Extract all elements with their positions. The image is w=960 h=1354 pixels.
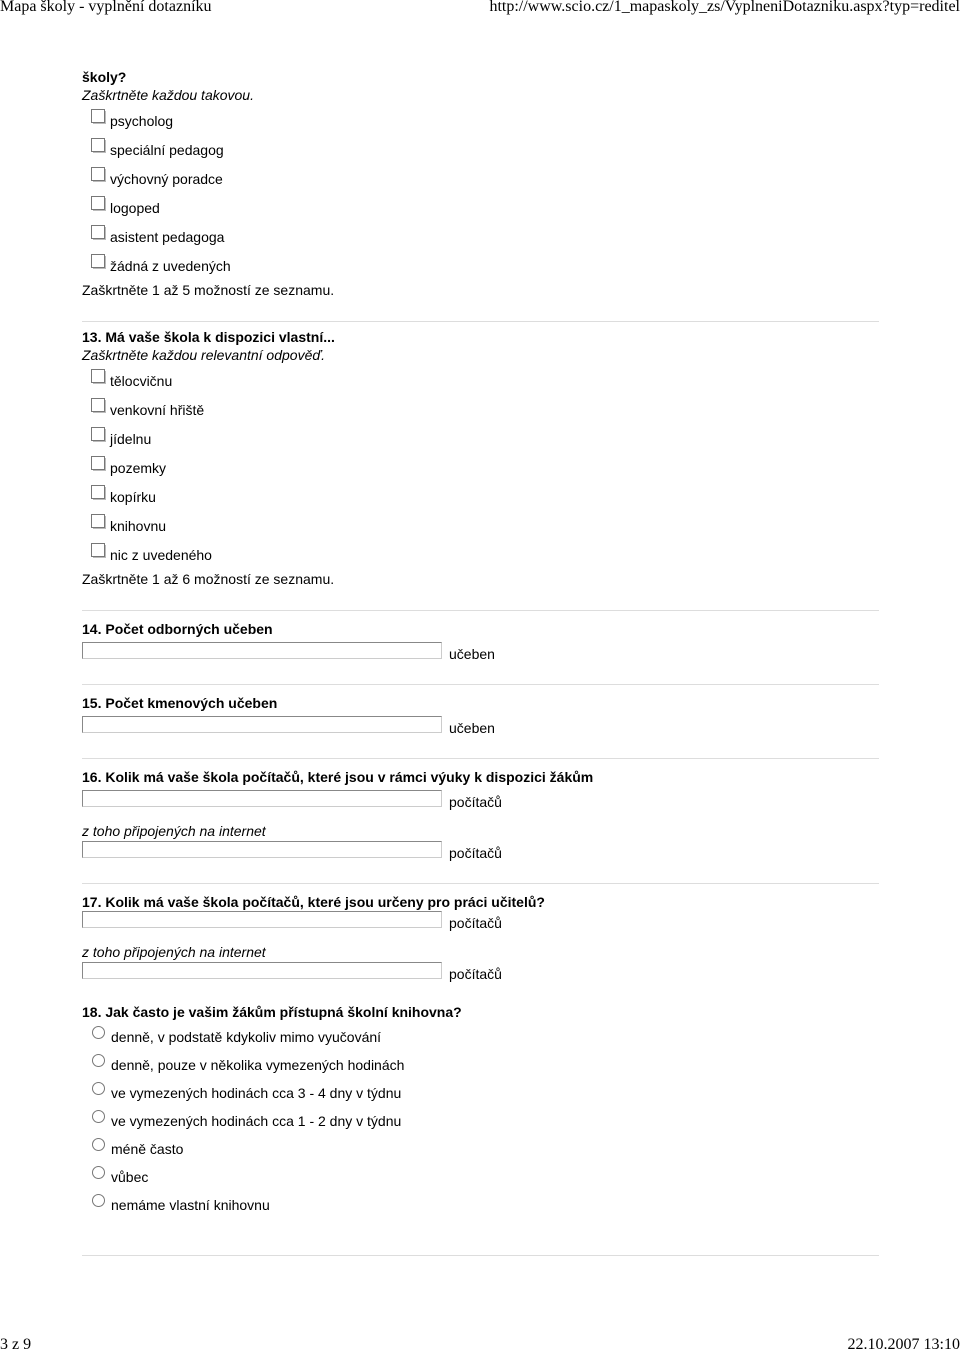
- radio-option[interactable]: [82, 1049, 879, 1077]
- checkbox-option[interactable]: [82, 133, 879, 162]
- pocitace-zaci-input[interactable]: [82, 790, 442, 807]
- checkbox-option[interactable]: [82, 509, 879, 538]
- option-label: méně často: [111, 1141, 184, 1157]
- unit-label: učeben: [449, 646, 495, 662]
- checkbox-option[interactable]: [82, 162, 879, 191]
- question-title: 15. Počet kmenových učeben: [82, 695, 278, 711]
- number-field-row: [82, 907, 879, 931]
- question-title: 18. Jak často je vašim žákům přístupná školní knihovna?: [82, 1004, 462, 1020]
- question-title: 14. Počet odborných učeben: [82, 621, 273, 637]
- option-label: pozemky: [110, 460, 167, 476]
- odborne-ucebny-input[interactable]: [82, 642, 442, 659]
- divider: [82, 610, 879, 611]
- divider: [82, 684, 879, 685]
- option-label: speciální pedagog: [110, 142, 224, 158]
- question-title: 16. Kolik má vaše škola počítačů, které jsou v rámci výuky k dispozici žákům: [82, 769, 594, 785]
- checkbox[interactable]: [91, 427, 105, 441]
- checkbox-option[interactable]: [82, 480, 879, 509]
- pocitace-ucitele-internet-input[interactable]: [82, 962, 442, 979]
- question-title: 13. Má vaše škola k dispozici vlastní...: [82, 329, 335, 345]
- checkbox[interactable]: [91, 138, 105, 152]
- divider: [82, 321, 879, 322]
- option-label: ve vymezených hodinách cca 1 - 2 dny v týdnu: [111, 1113, 402, 1129]
- question-16: [82, 768, 879, 861]
- radio-option[interactable]: [82, 1021, 879, 1049]
- checkbox[interactable]: [91, 225, 105, 239]
- checkbox-option[interactable]: [82, 220, 879, 249]
- checkbox[interactable]: [91, 456, 105, 470]
- selection-note: Zaškrtněte 1 až 5 možností ze seznamu.: [82, 282, 335, 298]
- question-instruction: Zaškrtněte každou relevantní odpověď.: [82, 347, 326, 363]
- checkbox[interactable]: [91, 398, 105, 412]
- option-label: logoped: [110, 200, 160, 216]
- option-label: jídelnu: [110, 431, 152, 447]
- checkbox-option[interactable]: [82, 191, 879, 220]
- checkbox-option[interactable]: [82, 364, 879, 393]
- pocitace-ucitele-input[interactable]: [82, 911, 442, 928]
- option-label: denně, v podstatě kdykoliv mimo vyučování: [111, 1029, 382, 1045]
- checkbox-option[interactable]: [82, 538, 879, 567]
- questionnaire: [82, 68, 879, 1256]
- sub-question-label: z toho připojených na internet: [82, 944, 266, 960]
- radio-option[interactable]: [82, 1133, 879, 1161]
- checkbox[interactable]: [91, 109, 105, 123]
- unit-label: počítačů: [449, 794, 502, 810]
- selection-note: Zaškrtněte 1 až 6 možností ze seznamu.: [82, 571, 335, 587]
- option-label: asistent pedagoga: [110, 229, 225, 245]
- question-13: [82, 328, 879, 588]
- checkbox-option[interactable]: [82, 393, 879, 422]
- sub-question-label: z toho připojených na internet: [82, 823, 266, 839]
- question-12: [82, 68, 879, 299]
- option-label: tělocvičnu: [110, 373, 173, 389]
- unit-label: počítačů: [449, 845, 502, 861]
- divider: [82, 1255, 879, 1256]
- unit-label: učeben: [449, 720, 495, 736]
- checkbox-option[interactable]: [82, 249, 879, 278]
- number-field-row: [82, 786, 879, 810]
- question-15: [82, 694, 879, 736]
- divider: [82, 883, 879, 884]
- radio-button[interactable]: [92, 1054, 105, 1067]
- checkbox[interactable]: [91, 514, 105, 528]
- option-label: psycholog: [110, 113, 174, 129]
- question-title: školy?: [82, 69, 127, 85]
- radio-button[interactable]: [92, 1138, 105, 1151]
- question-14: [82, 620, 879, 662]
- radio-option[interactable]: [82, 1161, 879, 1189]
- number-field-row: [82, 958, 879, 982]
- checkbox-option[interactable]: [82, 422, 879, 451]
- pocitace-zaci-internet-input[interactable]: [82, 841, 442, 858]
- unit-label: počítačů: [449, 966, 502, 982]
- print-header: [0, 0, 960, 22]
- question-title: 17. Kolik má vaše škola počítačů, které jsou určeny pro práci učitelů?: [82, 894, 545, 910]
- radio-button[interactable]: [92, 1166, 105, 1179]
- page-url: http://www.scio.cz/1_mapaskoly_zs/VyplneniDotazniku.aspx?typ=reditel: [489, 0, 960, 15]
- checkbox[interactable]: [91, 196, 105, 210]
- radio-button[interactable]: [92, 1194, 105, 1207]
- page-number: 3 z 9: [0, 1336, 32, 1353]
- kmenove-ucebny-input[interactable]: [82, 716, 442, 733]
- option-label: nic z uvedeného: [110, 547, 212, 563]
- checkbox[interactable]: [91, 167, 105, 181]
- option-label: venkovní hřiště: [110, 402, 205, 418]
- radio-button[interactable]: [92, 1110, 105, 1123]
- option-label: vůbec: [111, 1169, 149, 1185]
- radio-option[interactable]: [82, 1189, 879, 1217]
- radio-button[interactable]: [92, 1082, 105, 1095]
- checkbox-option[interactable]: [82, 104, 879, 133]
- checkbox[interactable]: [91, 543, 105, 557]
- number-field-row: [82, 837, 879, 861]
- option-label: kopírku: [110, 489, 156, 505]
- checkbox[interactable]: [91, 254, 105, 268]
- checkbox[interactable]: [91, 485, 105, 499]
- radio-option[interactable]: [82, 1105, 879, 1133]
- divider: [82, 758, 879, 759]
- option-label: denně, pouze v několika vymezených hodinách: [111, 1057, 405, 1073]
- page-title: Mapa školy - vyplnění dotazníku: [0, 0, 212, 15]
- option-label: ve vymezených hodinách cca 3 - 4 dny v týdnu: [111, 1085, 402, 1101]
- print-datetime: 22.10.2007 13:10: [847, 1336, 960, 1353]
- checkbox-option[interactable]: [82, 451, 879, 480]
- unit-label: počítačů: [449, 915, 502, 931]
- option-label: výchovný poradce: [110, 171, 223, 187]
- number-field-row: [82, 712, 879, 736]
- option-label: knihovnu: [110, 518, 167, 534]
- question-18: [82, 1003, 879, 1217]
- radio-button[interactable]: [92, 1026, 105, 1039]
- checkbox[interactable]: [91, 369, 105, 383]
- number-field-row: [82, 638, 879, 662]
- question-17: [82, 893, 879, 982]
- radio-option[interactable]: [82, 1077, 879, 1105]
- option-label: nemáme vlastní knihovnu: [111, 1197, 270, 1213]
- option-label: žádná z uvedených: [110, 258, 231, 274]
- question-instruction: Zaškrtněte každou takovou.: [82, 87, 254, 103]
